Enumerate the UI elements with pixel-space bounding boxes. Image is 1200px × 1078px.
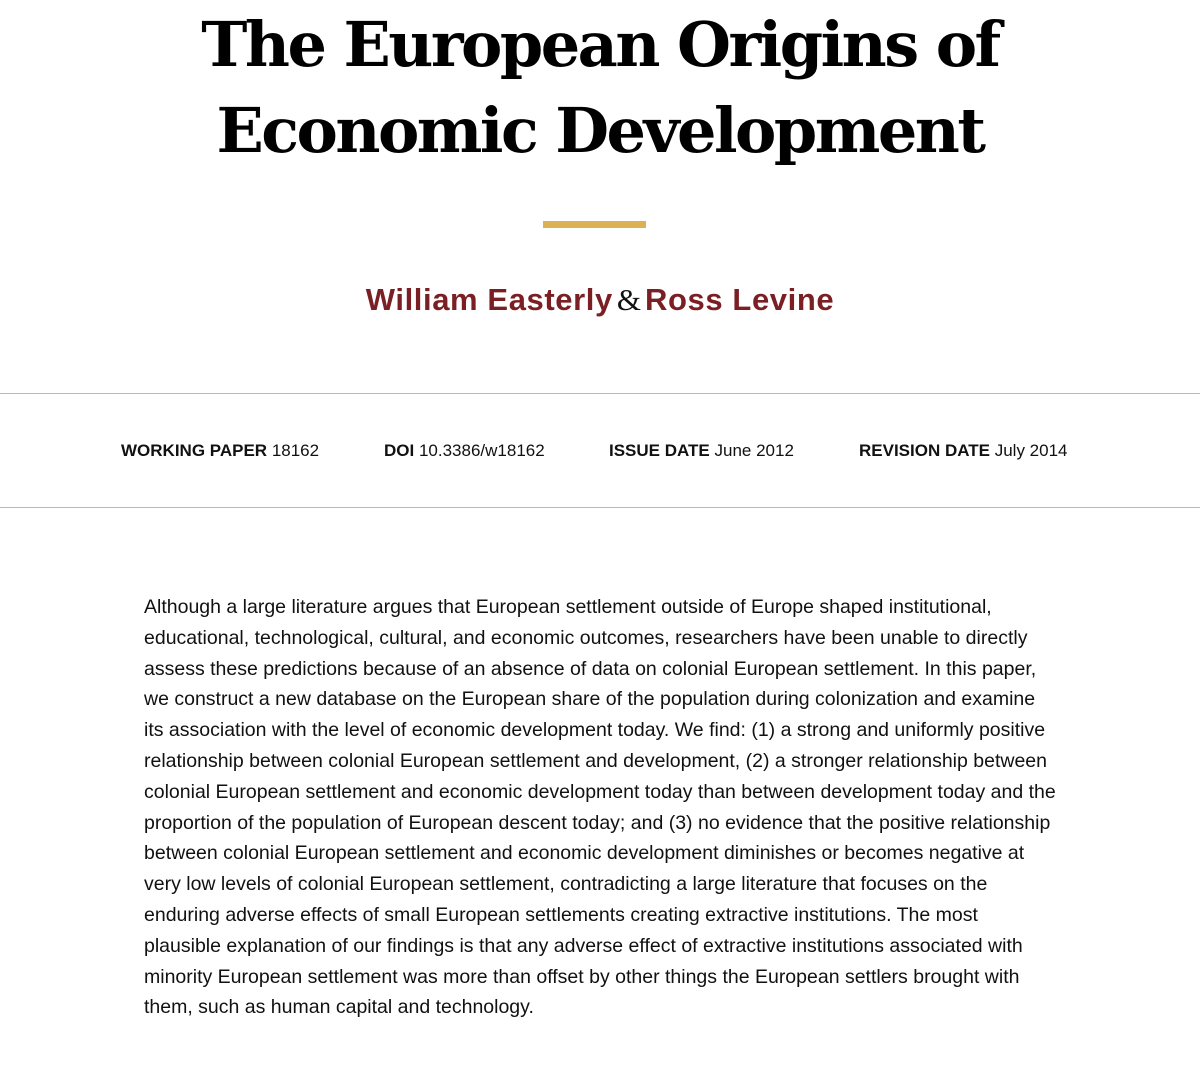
revision-date-meta bbox=[859, 440, 1068, 462]
author-link-william-easterly[interactable]: William Easterly bbox=[365, 282, 613, 317]
doi-label: DOI bbox=[384, 441, 415, 460]
page-title: The European Origins of Economic Development bbox=[201, 8, 999, 167]
author-separator: & bbox=[616, 282, 641, 317]
paper-metadata-bar bbox=[0, 393, 1200, 508]
title-divider bbox=[543, 221, 646, 228]
issue-date-meta bbox=[609, 440, 794, 462]
working-paper-meta bbox=[121, 440, 319, 462]
author-list bbox=[0, 280, 1200, 320]
revision-date-label: REVISION DATE bbox=[859, 441, 990, 460]
revision-date-value: July 2014 bbox=[994, 441, 1068, 460]
doi-meta bbox=[384, 440, 545, 462]
issue-date-label: ISSUE DATE bbox=[609, 441, 710, 460]
abstract-text: Although a large literature argues that European settlement outside of Europe shaped institutional, educational, technological, cultural, and economic outcomes, researchers have been unable to directly assess these predictions because of an absence of data on colonial European settlement. In this paper, we construct a new database on the European share of the population during colonization and examine its association with the level of economic development today. We find: (1) a strong and uniformly positive relationship between colonial European settlement and development, (2) a stronger relationship between colonial European settlement and economic development today than between development today and the proportion of the population of European descent today; and (3) no evidence that the positive relationship between colonial European settlement and economic development diminishes or becomes negative at very low levels of colonial European settlement, contradicting a large literature that focuses on the enduring adverse effects of small European settlements creating extractive institutions. The most plausible explanation of our findings is that any adverse effect of extractive institutions associated with minority European settlement was more than offset by other things the European settlers brought with them, such as human capital and technology. bbox=[144, 596, 1056, 1019]
author-link-ross-levine[interactable]: Ross Levine bbox=[645, 282, 835, 317]
doi-value[interactable]: 10.3386/w18162 bbox=[418, 441, 545, 460]
working-paper-label: WORKING PAPER bbox=[121, 441, 268, 460]
issue-date-value: June 2012 bbox=[714, 441, 794, 460]
working-paper-number: 18162 bbox=[271, 441, 320, 460]
